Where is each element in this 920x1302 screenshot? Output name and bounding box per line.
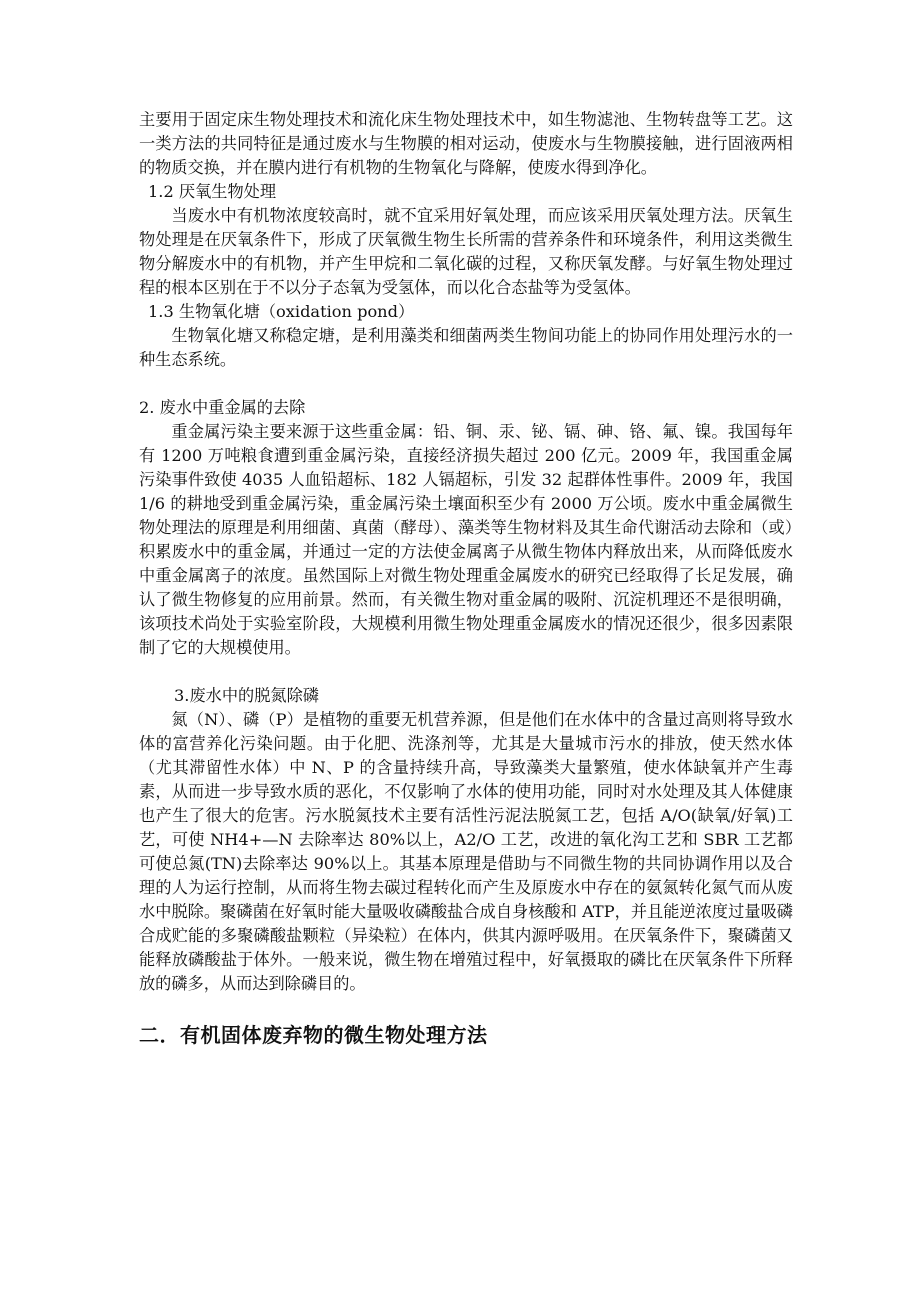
chapter-title: 二．有机固体废弃物的微生物处理方法 <box>139 1023 488 1047</box>
paragraph-oxidation-pond: 生物氧化塘又称稳定塘，是利用藻类和细菌两类生物间功能上的协同作用处理污水的一种生态系统。 <box>139 326 793 369</box>
paragraph-heavy-metal-removal: 重金属污染主要来源于这些重金属：铅、铜、汞、铋、镉、砷、铬、氟、镍。我国每年有 1200 万吨粮食遭到重金属污染，直接经济损失超过 200 亿元。2009 年，我国重金属污染事件致使 4035 人血铅超标、182 人镉超标，引发 32 起群体性事件。2009 年，我国 1/6 的耕地受到重金属污染，重金属污染土壤面积至少有 2000 万公顷。废水中重金属微生物处理法的原理是利用细菌、真菌（酵母）、藻类等生物材料及其生命代谢活动去除和（或）积累废水中的重金属，并通过一定的方法使金属离子从微生物体内释放出来，从而降低废水中重金属离子的浓度。虽然国际上对微生物处理重金属废水的研究已经取得了长足发展，确认了微生物修复的应用前景。然而，有关微生物对重金属的吸附、沉淀机理还不是很明确，该项技术尚处于实验室阶段，大规模利用微生物处理重金属废水的情况还很少，很多因素限制了它的大规模使用。 <box>139 422 793 657</box>
heading-anaerobic-treatment: 1.2 厌氧生物处理 <box>148 182 277 201</box>
document-page <box>139 108 793 1050</box>
heading-oxidation-pond: 1.3 生物氧化塘（oxidation pond） <box>148 302 415 321</box>
paragraph-nitrogen-phosphorus-removal: 氮（N）、磷（P）是植物的重要无机营养源，但是他们在水体中的含量过高则将导致水体的富营养化污染问题。由于化肥、洗涤剂等，尤其是大量城市污水的排放，使天然水体（尤其滞留性水体）中 N、P 的含量持续升高，导致藻类大量繁殖，使水体缺氧并产生毒素，从而进一步导致水质的恶化，不仅影响了水体的使用功能，同时对水处理及其人体健康也产生了很大的危害。污水脱氮技术主要有活性污泥法脱氮工艺，包括 A/O(缺氧/好氧)工艺，可使 NH4+—N 去除率达 80%以上，A2/O 工艺，改进的氧化沟工艺和 SBR 工艺都可使总氮(TN)去除率达 90%以上。其基本原理是借助与不同微生物的共同协调作用以及合理的人为运行控制，从而将生物去碳过程转化而产生及原废水中存在的氨氮转化氮气而从废水中脱除。聚磷菌在好氧时能大量吸收磷酸盐合成自身核酸和 ATP，并且能逆浓度过量吸磷合成贮能的多聚磷酸盐颗粒（异染粒）在体内，供其内源呼吸用。在厌氧条件下，聚磷菌又能释放磷酸盐于体外。一般来说，微生物在增殖过程中，好氧摄取的磷比在厌氧条件下所释放的磷多，从而达到除磷目的。 <box>139 710 793 993</box>
paragraph-anaerobic-treatment: 当废水中有机物浓度较高时，就不宜采用好氧处理，而应该采用厌氧处理方法。厌氧生物处理是在厌氧条件下，形成了厌氧微生物生长所需的营养条件和环境条件，利用这类微生物分解废水中的有机物，并产生甲烷和二氧化碳的过程，又称厌氧发酵。与好氧生物处理过程的根本区别在于不以分子态氧为受氢体，而以化合态盐等为受氢体。 <box>139 206 793 297</box>
heading-nitrogen-phosphorus-removal: 3.废水中的脱氮除磷 <box>174 686 319 705</box>
heading-heavy-metal-removal: 2. 废水中重金属的去除 <box>139 398 306 417</box>
paragraph-biofilm-intro: 主要用于固定床生物处理技术和流化床生物处理技术中，如生物滤池、生物转盘等工艺。这一类方法的共同特征是通过废水与生物膜的相对运动，使废水与生物膜接触，进行固液两相的物质交换，并在膜内进行有机物的生物氧化与降解，使废水得到净化。 <box>139 110 793 177</box>
